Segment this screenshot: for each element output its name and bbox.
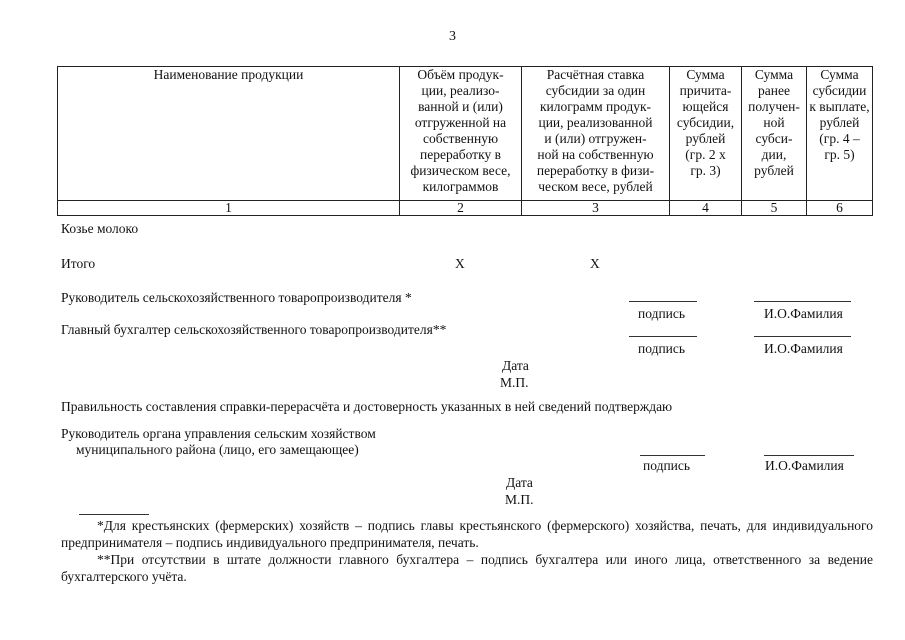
official-signature-caption: подпись <box>643 458 691 473</box>
footnote-separator <box>79 514 149 515</box>
column-number: 6 <box>807 201 873 216</box>
head-signature-caption: подпись <box>638 306 686 321</box>
total-col2-mark: Х <box>455 256 465 271</box>
stamp-label: М.П. <box>500 375 529 390</box>
official-signature-line <box>640 455 705 456</box>
footnote-1: *Для крестьянских (фермерских) хозяйств – подпись главы крестьянского (фермерского) хозяйства, печать, для индивидуального предпринимателя – подпись индивидуального предпринимателя, печать. <box>61 518 873 550</box>
header-received-amount: Сумма ранее получен- ной субси- дии, рублей <box>742 67 807 201</box>
confirmation-statement: Правильность составления справки-перерасчёта и достоверность указанных в ней сведений подтверждаю <box>61 399 673 414</box>
official-label-line1: Руководитель органа управления сельским хозяйством <box>61 426 376 441</box>
page-number: 3 <box>449 29 456 44</box>
accountant-signature-caption: подпись <box>638 341 686 356</box>
official-label-line2: муниципального района (лицо, его замещающее) <box>76 442 359 457</box>
header-volume: Объём продук- ции, реализо- ванной и (или) отгруженной на собственную переработку в физическом весе, килограммов <box>400 67 522 201</box>
accountant-name-caption: И.О.Фамилия <box>764 341 843 356</box>
header-due-amount: Сумма причита- ющейся субсидии, рублей (гр. 2 х гр. 3) <box>670 67 742 201</box>
column-number: 5 <box>742 201 807 216</box>
official-name-caption: И.О.Фамилия <box>765 458 844 473</box>
subsidy-table <box>57 66 873 216</box>
official-date-label: Дата <box>506 475 533 490</box>
official-name-line <box>764 455 854 456</box>
head-signature-line <box>629 301 697 302</box>
header-payable-amount: Сумма субсидии к выплате, рублей (гр. 4 – гр. 5) <box>807 67 873 201</box>
column-numbers-row <box>58 201 873 216</box>
total-col3-mark: Х <box>590 256 600 271</box>
accountant-name-line <box>754 336 851 337</box>
column-number: 2 <box>400 201 522 216</box>
header-product-name: Наименование продукции <box>58 67 400 201</box>
date-label: Дата <box>502 358 529 373</box>
accountant-label: Главный бухгалтер сельскохозяйственного товаропроизводителя** <box>61 322 447 337</box>
accountant-signature-line <box>629 336 697 337</box>
row-goat-milk: Козье молоко <box>61 221 139 236</box>
footnotes <box>61 517 873 585</box>
official-stamp-label: М.П. <box>505 492 534 507</box>
footnote-2: **При отсутствии в штате должности главного бухгалтера – подпись бухгалтера или иного лица, ответственного за ведение бухгалтерского учёта. <box>61 552 873 584</box>
head-label: Руководитель сельскохозяйственного товаропроизводителя * <box>61 290 412 305</box>
column-number: 4 <box>670 201 742 216</box>
column-number: 3 <box>522 201 670 216</box>
table-header-row <box>58 67 873 201</box>
head-name-caption: И.О.Фамилия <box>764 306 843 321</box>
head-name-line <box>754 301 851 302</box>
row-total: Итого <box>61 256 96 271</box>
header-rate: Расчётная ставка субсидии за один килограмм продук- ции, реализованной и (или) отгружен- ной на собственную переработку в физи- ческом весе, рублей <box>522 67 670 201</box>
column-number: 1 <box>58 201 400 216</box>
